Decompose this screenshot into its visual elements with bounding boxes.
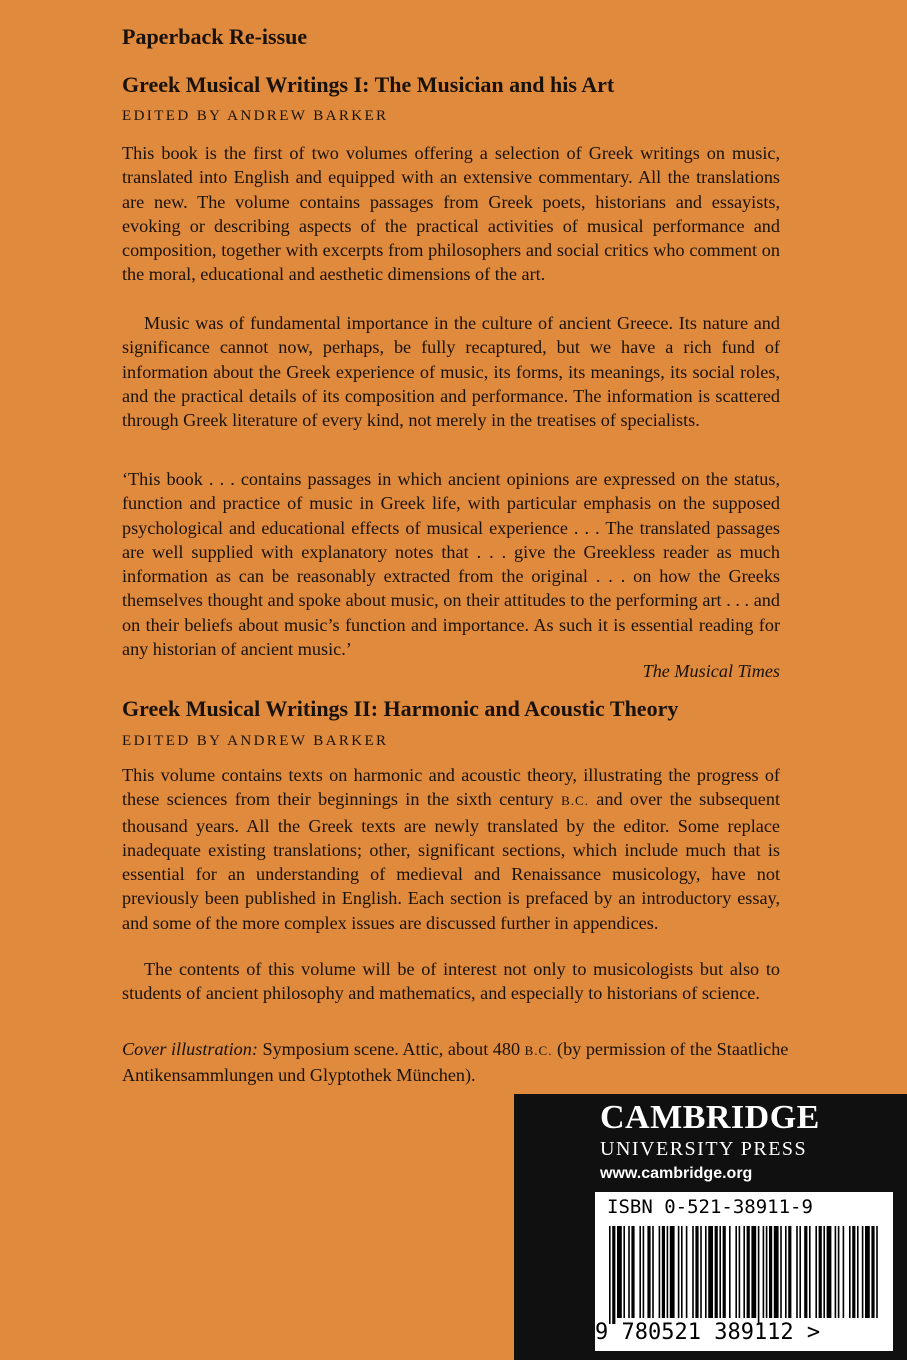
barcode-bar: [612, 1226, 615, 1324]
barcode-bar: [715, 1226, 718, 1318]
book1-paragraph-1: This book is the first of two volumes offering a selection of Greek writings on music, translated into English and equipped with an extensive commentary. All the translations are new. The volume contains passages from Greek poets, historians and essayists, evoking or describing aspects of the practical activities of musical performance and composition, together with excerpts from philosophers and social critics who comment on the moral, educational and aesthetic dimensions of the art.: [122, 143, 780, 285]
barcode-bar: [843, 1226, 845, 1318]
barcode-bar: [799, 1226, 801, 1318]
barcode-bar: [862, 1226, 864, 1318]
barcode-bar: [639, 1226, 641, 1318]
book1-review-quote: ‘This book . . . contains passages in which ancient opinions are expressed on the status, function and practice of music in Greek life, with particular emphasis on the supposed psychological and educational effects of musical experience . . . The translated passages are well supplied with explanatory notes that . . . give the Greekless reader as much information as can be reasonably extracted from the original . . . on how the Greeks themselves thought and spoke about music, on their attitudes to the performing art . . . and on their beliefs about music’s function and importance. As such it is essential reading for any historian of ancient music.’: [122, 469, 780, 660]
barcode-bar: [643, 1226, 645, 1318]
barcode-bar: [769, 1226, 772, 1318]
bc-abbrev: B.C.: [561, 793, 589, 809]
barcode-bar: [695, 1226, 698, 1318]
barcode-bar: [823, 1226, 825, 1318]
barcode-bar: [857, 1226, 859, 1318]
barcode-bar: [652, 1226, 654, 1318]
barcode-bar: [838, 1226, 840, 1318]
barcode-bar: [609, 1226, 611, 1324]
barcode-bar: [835, 1226, 837, 1318]
barcode-bar: [647, 1226, 650, 1318]
barcode-bar: [617, 1226, 622, 1318]
barcode-bar: [628, 1226, 630, 1318]
barcode-bar: [785, 1226, 787, 1318]
barcode-bar: [747, 1226, 750, 1318]
book2-paragraph-2: The contents of this volume will be of interest not only to musicologists but also to students of ancient philosophy and mathematics, and especially to historians of science.: [122, 959, 780, 1004]
review-source: The Musical Times: [642, 661, 780, 681]
barcode-bar: [774, 1226, 779, 1318]
barcode-bar: [692, 1226, 694, 1318]
barcode-bar: [662, 1226, 665, 1318]
book2-paragraph-1: This volume contains texts on harmonic and acoustic theory, illustrating the progress of these sciences from their beginnings in the sixth century B.C. and over the subsequent thousand years. All the Greek texts are newly translated by the editor. Some replace inadequate existing translations; other, significant sections, which include much that is essential for an understanding of medieval and Renaissance musicology, have not previously been published in English. Each section is prefaced by an introductory essay, and some of the more complex issues are discussed further in appendices.: [122, 765, 780, 933]
barcode-bar: [719, 1226, 721, 1318]
barcode-bar: [700, 1226, 702, 1318]
book1-title: Greek Musical Writings I: The Musician and his Art: [122, 72, 615, 97]
book1-paragraph-2: Music was of fundamental importance in the culture of ancient Greece. Its nature and significance cannot now, perhaps, be fully recaptured, but we have a rich fund of information about the Greek experience of music, its forms, its meanings, its social roles, and the practical details of its composition and performance. The information is scattered through Greek literature of every kind, not merely in the treatises of specialists.: [122, 313, 780, 431]
barcode-bar: [780, 1226, 782, 1318]
barcode-bar: [819, 1226, 822, 1318]
reissue-label: Paperback Re-issue: [122, 24, 308, 49]
barcode-bar: [631, 1226, 634, 1318]
barcode-bar: [708, 1226, 713, 1318]
publisher-box: [514, 1094, 907, 1360]
barcode-bar: [827, 1226, 832, 1318]
barcode-bar: [723, 1226, 726, 1318]
barcode-bar: [865, 1226, 870, 1318]
ean-digits: 9 780521 389112 >: [595, 1320, 821, 1345]
barcode-bar: [849, 1226, 851, 1318]
isbn-number: ISBN 0-521-38911-9: [607, 1196, 813, 1218]
barcode-bar: [681, 1226, 683, 1318]
barcode-bar: [815, 1226, 817, 1318]
barcode-bar: [852, 1226, 855, 1318]
barcode-bar: [809, 1226, 811, 1318]
book2-title: Greek Musical Writings II: Harmonic and Acoustic Theory: [122, 696, 679, 721]
barcode-bar: [804, 1226, 807, 1318]
barcode-bar: [876, 1226, 878, 1318]
barcode-bar: [758, 1226, 760, 1324]
barcode-bar: [796, 1226, 798, 1318]
barcode-panel: [595, 1192, 893, 1351]
barcode-bar: [686, 1226, 688, 1318]
barcode-bar: [743, 1226, 745, 1318]
barcode-bar: [871, 1226, 874, 1318]
publisher-url: www.cambridge.org: [600, 1165, 753, 1182]
barcode-bar: [735, 1226, 737, 1318]
book1-editor: EDITED BY ANDREW BARKER: [122, 108, 389, 124]
barcode-bar: [667, 1226, 669, 1318]
publisher-logo-subtitle: UNIVERSITY PRESS: [600, 1138, 808, 1160]
book2-editor: EDITED BY ANDREW BARKER: [122, 733, 389, 749]
barcode-bar: [751, 1226, 756, 1318]
barcode-bar: [763, 1226, 765, 1318]
barcode-bar: [739, 1226, 741, 1318]
barcode-bar: [705, 1226, 707, 1318]
cover-illustration-credit: Cover illustration: Symposium scene. Attic, about 480 B.C. (by permission of the Staatliche Antikensammlungen und Glyptothek München).: [122, 1039, 789, 1086]
publisher-logo-name: CAMBRIDGE: [600, 1099, 820, 1136]
barcode-bar: [678, 1226, 680, 1318]
barcode-bar: [729, 1226, 731, 1318]
barcode-bar: [670, 1226, 675, 1318]
barcode-bar: [788, 1226, 791, 1318]
barcode-bar: [659, 1226, 661, 1318]
barcode-bar: [623, 1226, 625, 1318]
barcode-bar: [766, 1226, 768, 1318]
